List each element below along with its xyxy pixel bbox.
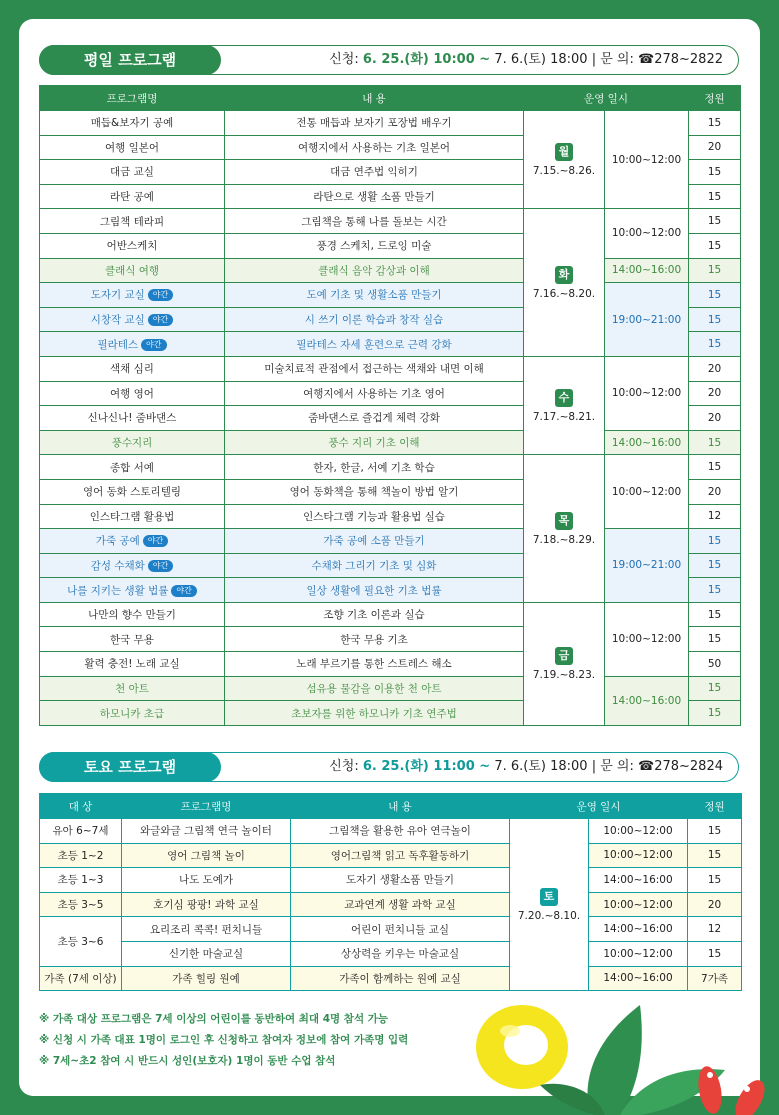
program-name: 가족 힐링 원예	[122, 966, 291, 991]
program-name: 시창작 교실	[90, 314, 145, 327]
target: 가족 (7세 이상)	[40, 966, 122, 991]
night-tag: 야간	[148, 560, 173, 572]
target: 초등 1~3	[40, 868, 122, 893]
capacity: 15	[689, 578, 741, 603]
program-name: 필라테스	[97, 338, 139, 351]
col-schedule: 운영 일시	[510, 794, 688, 819]
program-name: 활력 충전! 노래 교실	[40, 652, 225, 677]
contact-label: 문 의:	[600, 759, 634, 774]
program-content: 여행지에서 사용하는 기초 일본어	[225, 135, 524, 160]
capacity: 15	[689, 283, 741, 308]
palm-leaf-icon	[540, 1005, 725, 1115]
capacity: 15	[688, 843, 742, 868]
capacity: 15	[689, 160, 741, 185]
capacity: 15	[688, 868, 742, 893]
day-cell	[510, 819, 589, 991]
table-row	[40, 966, 742, 991]
program-name-cell	[40, 283, 225, 308]
program-content: 조향 기초 이론과 실습	[225, 602, 524, 627]
program-content: 풍수 지리 기초 이해	[225, 430, 524, 455]
table-row	[40, 258, 741, 283]
separator: |	[591, 52, 597, 67]
time-cell: 14:00~16:00	[605, 258, 689, 283]
time-cell: 10:00~12:00	[605, 209, 689, 258]
table-row	[40, 209, 741, 234]
time-cell: 14:00~16:00	[589, 917, 688, 942]
target: 초등 3~5	[40, 892, 122, 917]
table-row	[40, 529, 741, 554]
table-row	[40, 455, 741, 480]
program-name: 가죽 공예	[95, 535, 140, 548]
capacity: 15	[689, 258, 741, 283]
program-name: 그림책 테라피	[40, 209, 225, 234]
program-content: 한자, 한글, 서예 기초 학습	[225, 455, 524, 480]
capacity: 20	[689, 356, 741, 381]
apply-start: 6. 25.(화) 10:00 ~	[362, 52, 491, 67]
day-period: 7.18.~8.29.	[532, 533, 596, 546]
time-cell: 14:00~16:00	[605, 430, 689, 455]
table-row	[40, 819, 742, 844]
capacity: 15	[689, 455, 741, 480]
capacity: 15	[689, 529, 741, 554]
program-name: 호기심 팡팡! 과학 교실	[122, 892, 291, 917]
capacity: 20	[689, 479, 741, 504]
program-content: 미술치료적 관점에서 접근하는 색채와 내면 이해	[225, 356, 524, 381]
day-badge: 월	[555, 143, 573, 161]
saturday-apply-info	[329, 752, 723, 782]
table-row	[40, 430, 741, 455]
saturday-header	[39, 752, 739, 782]
table-row	[40, 941, 742, 966]
note-item: ※ 7세~초2 참여 시 반드시 성인(보호자) 1명이 동반 수업 참석	[39, 1055, 336, 1067]
capacity: 7가족	[688, 966, 742, 991]
col-target: 대 상	[40, 794, 122, 819]
capacity: 15	[689, 627, 741, 652]
note-item: ※ 신청 시 가족 대표 1명이 로그인 후 신청하고 참여자 정보에 참여 가족명 입력	[39, 1034, 409, 1046]
program-content: 영어 동화책을 통해 책놀이 방법 알기	[225, 479, 524, 504]
program-content: 노래 부르기를 통한 스트레스 해소	[225, 652, 524, 677]
time-cell: 10:00~12:00	[605, 455, 689, 529]
program-name: 천 아트	[40, 676, 225, 701]
program-name-cell	[40, 332, 225, 357]
capacity: 15	[689, 209, 741, 234]
apply-label: 신청:	[329, 759, 359, 774]
target: 초등 1~2	[40, 843, 122, 868]
program-name: 영어 동화 스토리텔링	[40, 479, 225, 504]
capacity: 15	[689, 184, 741, 209]
table-row	[40, 356, 741, 381]
day-badge: 금	[555, 647, 573, 665]
target: 유아 6~7세	[40, 819, 122, 844]
program-content: 한국 무용 기초	[225, 627, 524, 652]
target: 초등 3~6	[40, 917, 122, 966]
program-name: 대금 교실	[40, 160, 225, 185]
program-name-cell	[40, 529, 225, 554]
night-tag: 야간	[148, 289, 173, 301]
day-badge: 목	[555, 512, 573, 530]
apply-end: 7. 6.(토) 18:00	[494, 52, 588, 67]
saturday-table	[39, 793, 742, 991]
weekday-apply-info	[329, 45, 723, 75]
day-period: 7.16.~8.20.	[532, 287, 596, 300]
program-content: 풍경 스케치, 드로잉 미술	[225, 233, 524, 258]
program-content: 시 쓰기 이론 학습과 창작 실습	[225, 307, 524, 332]
time-cell: 10:00~12:00	[605, 602, 689, 676]
program-content: 도예 기초 및 생활소품 만들기	[225, 283, 524, 308]
capacity: 15	[689, 233, 741, 258]
program-name: 라탄 공예	[40, 184, 225, 209]
day-period: 7.17.~8.21.	[532, 410, 596, 423]
program-content: 어린이 펀치니들 교실	[291, 917, 510, 942]
program-name: 여행 일본어	[40, 135, 225, 160]
capacity: 15	[689, 430, 741, 455]
summer-decoration	[470, 995, 779, 1115]
program-name: 풍수지리	[40, 430, 225, 455]
program-name: 나도 도예가	[122, 868, 291, 893]
col-content: 내 용	[225, 86, 524, 111]
table-header-row	[40, 86, 741, 111]
program-content: 도자기 생활소품 만들기	[291, 868, 510, 893]
program-content: 여행지에서 사용하는 기초 영어	[225, 381, 524, 406]
program-name: 한국 무용	[40, 627, 225, 652]
program-content: 인스타그램 기능과 활용법 실습	[225, 504, 524, 529]
separator: |	[591, 759, 597, 774]
program-content: 일상 생활에 필요한 기초 법률	[225, 578, 524, 603]
table-row	[40, 892, 742, 917]
program-content: 영어그림책 읽고 독후활동하기	[291, 843, 510, 868]
col-schedule: 운영 일시	[524, 86, 689, 111]
night-tag: 야간	[143, 535, 168, 547]
program-name: 나를 지키는 생활 법률	[67, 584, 169, 597]
program-content: 대금 연주법 익히기	[225, 160, 524, 185]
program-name: 영어 그림책 놀이	[122, 843, 291, 868]
table-row	[40, 111, 741, 136]
program-name: 하모니카 초급	[40, 701, 225, 726]
capacity: 20	[689, 406, 741, 431]
table-row	[40, 917, 742, 942]
program-content: 줌바댄스로 즐겁게 체력 강화	[225, 406, 524, 431]
program-name-cell	[40, 307, 225, 332]
program-card	[19, 19, 760, 1096]
day-badge: 토	[540, 888, 558, 906]
program-name: 요리조리 콕콕! 펀치니들	[122, 917, 291, 942]
night-tag: 야간	[171, 585, 196, 597]
day-period: 7.15.~8.26.	[532, 164, 596, 177]
program-content: 클래식 음악 감상과 이해	[225, 258, 524, 283]
time-cell: 14:00~16:00	[589, 966, 688, 991]
program-name: 인스타그램 활용법	[40, 504, 225, 529]
table-row	[40, 283, 741, 308]
time-cell: 14:00~16:00	[589, 868, 688, 893]
capacity: 15	[689, 307, 741, 332]
capacity: 20	[689, 381, 741, 406]
day-period: 7.19.~8.23.	[532, 668, 596, 681]
program-name: 클래식 여행	[40, 258, 225, 283]
time-cell: 14:00~16:00	[605, 676, 689, 725]
time-cell: 19:00~21:00	[605, 529, 689, 603]
program-name: 종합 서예	[40, 455, 225, 480]
capacity: 20	[688, 892, 742, 917]
table-row	[40, 868, 742, 893]
program-content: 수채화 그리기 기초 및 심화	[225, 553, 524, 578]
weekday-header	[39, 45, 739, 75]
weekday-table	[39, 85, 741, 726]
day-cell	[524, 356, 605, 454]
time-cell: 10:00~12:00	[589, 892, 688, 917]
capacity: 15	[688, 819, 742, 844]
capacity: 12	[688, 917, 742, 942]
table-row	[40, 843, 742, 868]
apply-label: 신청:	[329, 52, 359, 67]
saturday-title: 토요 프로그램	[39, 752, 221, 782]
program-content: 그림책을 활용한 유아 연극놀이	[291, 819, 510, 844]
program-name: 감성 수채화	[90, 559, 145, 572]
capacity: 20	[689, 135, 741, 160]
sandal-icon	[695, 1064, 771, 1115]
program-name-cell	[40, 553, 225, 578]
capacity: 15	[689, 701, 741, 726]
notes	[39, 1009, 408, 1072]
program-content: 상상력을 키우는 마술교실	[291, 941, 510, 966]
program-name: 도자기 교실	[90, 289, 145, 302]
program-name: 와글와글 그림책 연극 놀이터	[122, 819, 291, 844]
program-content: 교과연계 생활 과학 교실	[291, 892, 510, 917]
table-row	[40, 602, 741, 627]
note-item: ※ 가족 대상 프로그램은 7세 이상의 어린이를 동반하여 최대 4명 참석 가능	[39, 1013, 389, 1025]
program-name: 신나신나! 줌바댄스	[40, 406, 225, 431]
col-program-name: 프로그램명	[122, 794, 291, 819]
phone-number: ☎278~2822	[638, 52, 723, 67]
capacity: 50	[689, 652, 741, 677]
program-content: 그림책을 통해 나를 돌보는 시간	[225, 209, 524, 234]
capacity: 15	[689, 111, 741, 136]
day-badge: 화	[555, 266, 573, 284]
program-name: 나만의 향수 만들기	[40, 602, 225, 627]
program-name: 신기한 마술교실	[122, 941, 291, 966]
phone-number: ☎278~2824	[638, 759, 723, 774]
night-tag: 야간	[141, 339, 166, 351]
program-name: 매듭&보자기 공예	[40, 111, 225, 136]
day-cell	[524, 209, 605, 357]
program-name: 색채 심리	[40, 356, 225, 381]
col-content: 내 용	[291, 794, 510, 819]
program-content: 가죽 공예 소품 만들기	[225, 529, 524, 554]
time-cell: 10:00~12:00	[589, 819, 688, 844]
day-cell	[524, 455, 605, 603]
program-name-cell	[40, 578, 225, 603]
program-name: 어반스케치	[40, 233, 225, 258]
day-badge: 수	[555, 389, 573, 407]
program-content: 섬유용 물감을 이용한 천 아트	[225, 676, 524, 701]
capacity: 15	[689, 676, 741, 701]
night-tag: 야간	[148, 314, 173, 326]
day-cell	[524, 602, 605, 725]
day-period: 7.20.~8.10.	[517, 909, 581, 922]
weekday-title: 평일 프로그램	[39, 45, 221, 75]
table-header-row	[40, 794, 742, 819]
program-content: 초보자를 위한 하모니카 기초 연주법	[225, 701, 524, 726]
col-program-name: 프로그램명	[40, 86, 225, 111]
program-name: 여행 영어	[40, 381, 225, 406]
day-cell	[524, 111, 605, 209]
col-capacity: 정원	[688, 794, 742, 819]
capacity: 15	[689, 332, 741, 357]
capacity: 15	[689, 553, 741, 578]
time-cell: 19:00~21:00	[605, 283, 689, 357]
program-content: 전통 매듭과 보자기 포장법 배우기	[225, 111, 524, 136]
time-cell: 10:00~12:00	[605, 111, 689, 209]
program-content: 라탄으로 생활 소품 만들기	[225, 184, 524, 209]
time-cell: 10:00~12:00	[589, 941, 688, 966]
capacity: 15	[689, 602, 741, 627]
program-content: 필라테스 자세 훈련으로 근력 강화	[225, 332, 524, 357]
col-capacity: 정원	[689, 86, 741, 111]
time-cell: 10:00~12:00	[589, 843, 688, 868]
apply-start: 6. 25.(화) 11:00 ~	[362, 759, 491, 774]
capacity: 12	[689, 504, 741, 529]
capacity: 15	[688, 941, 742, 966]
apply-end: 7. 6.(토) 18:00	[494, 759, 588, 774]
swim-ring-icon	[476, 1005, 568, 1089]
contact-label: 문 의:	[600, 52, 634, 67]
program-content: 가족이 함께하는 원예 교실	[291, 966, 510, 991]
time-cell: 10:00~12:00	[605, 356, 689, 430]
table-row	[40, 676, 741, 701]
